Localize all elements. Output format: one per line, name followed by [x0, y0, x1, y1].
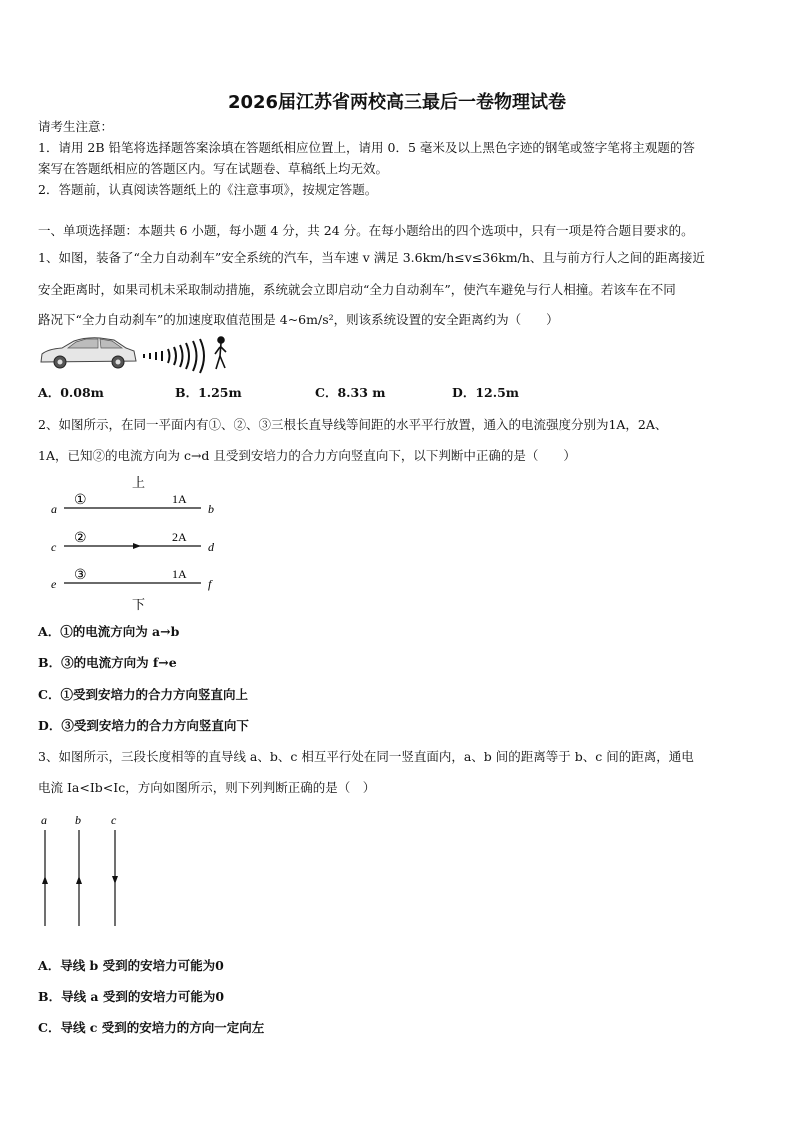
current-arrow-icon: [133, 543, 141, 549]
q1-stem-line-1: 1、如图，装备了“全力自动刹车”安全系统的汽车，当车速 v 满足 3.6km/h≤v≤36km/h、且与前方行人之间的距离接近: [38, 250, 705, 265]
q2-stem-line-1: 2、如图所示，在同一平面内有①、②、③三根长直导线等间距的水平平行放置，通入的电流强度分别为1A，2A、: [38, 417, 668, 432]
wire-c: [111, 813, 118, 926]
wire-1-left-end: a: [51, 502, 57, 516]
car-icon: [41, 338, 136, 368]
wire-3-left-end: e: [51, 577, 57, 591]
wire-3-current: 1A: [172, 567, 187, 581]
wire-3-right-end: f: [208, 577, 212, 591]
down-arrow-icon: [112, 876, 118, 884]
notice-heading: 请考生注意：: [38, 119, 114, 134]
q1-option-d[interactable]: D．12.5m: [452, 385, 520, 400]
parallel-wires-figure: [38, 470, 238, 618]
wire-2-number: ②: [74, 531, 87, 546]
wire-a: [41, 813, 48, 926]
page-title: 2026届江苏省两校高三最后一卷物理试卷: [227, 92, 567, 113]
q2-option-b[interactable]: B．③的电流方向为 f→e: [38, 655, 177, 670]
wire-a-label: a: [41, 813, 47, 827]
q3-option-a[interactable]: A．导线 b 受到的安培力可能为0: [38, 958, 224, 973]
q2-stem-line-2: 1A，已知②的电流方向为 c→d 且受到安培力的合力方向竖直向下，以下判断中正确的是（ ）: [38, 448, 576, 463]
label-up: 上: [132, 475, 146, 490]
wire-3: [51, 567, 213, 591]
q1-stem-line-2: 安全距离时，如果司机未采取制动措施，系统就会立即启动“全力自动刹车”，使汽车避免与行人相撞。若该车在不同: [38, 282, 676, 297]
sensor-waves-icon: [144, 339, 204, 373]
wire-3-number: ③: [74, 568, 87, 583]
wire-2-left-end: c: [51, 540, 57, 554]
car-pedestrian-figure: [38, 334, 238, 376]
up-arrow-icon: [76, 876, 82, 884]
q2-option-d[interactable]: D．③受到安培力的合力方向竖直向下: [38, 718, 249, 733]
q3-stem-line-1: 3、如图所示，三段长度相等的直导线 a、b、c 相互平行处在同一竖直面内，a、b 间的距离等于 b、c 间的距离，通电: [38, 749, 694, 764]
q1-option-b[interactable]: B．1.25m: [175, 385, 242, 400]
q1-stem-line-3: 路况下“全力自动刹车”的加速度取值范围是 4~6m/s²，则该系统设置的安全距离约为（ ）: [38, 312, 559, 327]
q3-option-c[interactable]: C．导线 c 受到的安培力的方向一定向左: [38, 1020, 265, 1035]
up-arrow-icon: [42, 876, 48, 884]
pedestrian-icon: [215, 337, 226, 369]
wire-b-label: b: [75, 813, 81, 827]
wire-1-current: 1A: [172, 492, 187, 506]
wire-b: [75, 813, 82, 926]
wire-2-current: 2A: [172, 530, 187, 544]
wire-2: [51, 530, 215, 554]
notice-item-2: 2．答题前，认真阅读答题纸上的《注意事项》，按规定答题。: [38, 182, 378, 197]
vertical-wires-figure: [30, 810, 140, 930]
notice-item-1-line-2: 案写在答题纸相应的答题区内。写在试题卷、草稿纸上均无效。: [38, 161, 389, 176]
label-down: 下: [132, 597, 146, 612]
q2-option-a[interactable]: A．①的电流方向为 a→b: [38, 624, 180, 639]
q3-option-b[interactable]: B．导线 a 受到的安培力可能为0: [38, 989, 225, 1004]
q1-option-c[interactable]: C．8.33 m: [315, 385, 386, 400]
wire-1-number: ①: [74, 493, 87, 508]
wire-2-right-end: d: [208, 540, 214, 554]
wire-1-right-end: b: [208, 502, 214, 516]
notice-item-1-line-1: 1．请用 2B 铅笔将选择题答案涂填在答题纸相应位置上，请用 0．5 毫米及以上黑色字迹的钢笔或签字笔将主观题的答: [38, 140, 695, 155]
q1-option-a[interactable]: A．0.08m: [38, 385, 104, 400]
wire-c-label: c: [111, 813, 117, 827]
q3-stem-line-2: 电流 Ia<Ib<Ic，方向如图所示，则下列判断正确的是（ ）: [38, 780, 376, 795]
wire-1: [51, 492, 214, 516]
section-heading: 一、单项选择题：本题共 6 小题，每小题 4 分，共 24 分。在每小题给出的四个选项中，只有一项是符合题目要求的。: [38, 223, 694, 238]
q2-option-c[interactable]: C．①受到安培力的合力方向竖直向上: [38, 687, 248, 702]
